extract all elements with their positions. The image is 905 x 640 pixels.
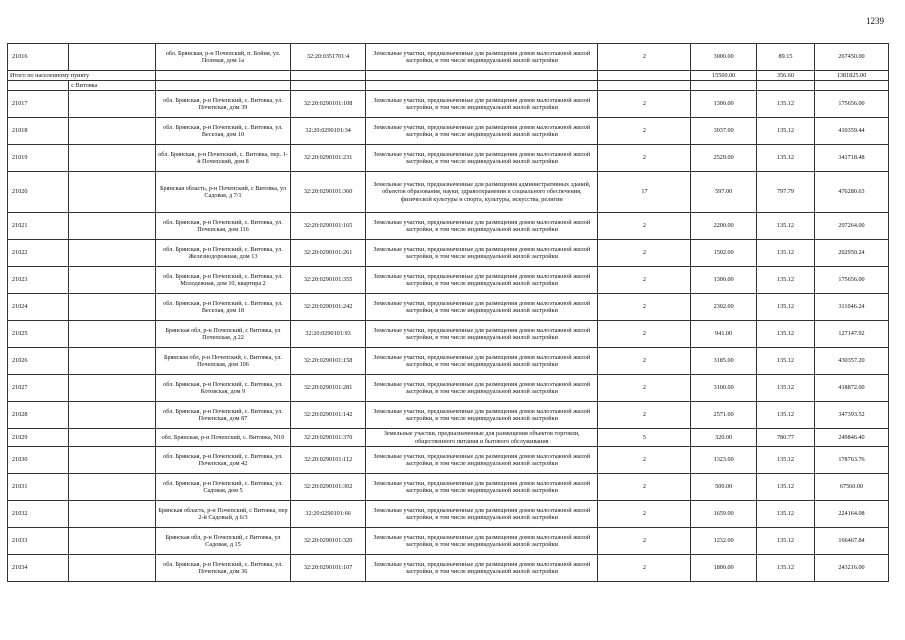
row-id: 21033 [8, 528, 69, 555]
row-purpose: Земельные участки, предназначенные для размещения домов малоэтажной жилой застройки, в том числе индивидуальной жилой застройки [366, 555, 598, 582]
row-area: 1502.00 [691, 240, 756, 267]
row-code: 2 [598, 118, 691, 145]
row-cadastral-number: 32:20:0290101:34 [291, 118, 366, 145]
row-value: 175656.00 [815, 267, 889, 294]
row-rate: 135.12 [756, 213, 814, 240]
row-purpose: Земельные участки, предназначенные для размещения объектов торговли, общественного питания и бытового обслуживания [366, 429, 598, 447]
row-value: 476280.63 [815, 172, 889, 213]
row-area: 2302.00 [691, 294, 756, 321]
row-locality [69, 375, 156, 402]
row-address: обл. Брянская, р-н Почепский, с. Витовка, ул. Веселая, дом 10 [155, 118, 290, 145]
row-area: 500.00 [691, 474, 756, 501]
row-locality [69, 429, 156, 447]
row-locality [69, 91, 156, 118]
row-rate: 135.12 [756, 267, 814, 294]
row-id: 21030 [8, 447, 69, 474]
row-locality [69, 213, 156, 240]
row-value: 297264.00 [815, 213, 889, 240]
row-code: 2 [598, 402, 691, 429]
row-locality [69, 145, 156, 172]
row-address: обл. Брянская, р-н Почепский, с. Витовка, ул. Садовая, дом 5 [155, 474, 290, 501]
row-code: 2 [598, 555, 691, 582]
row-value: 311046.24 [815, 294, 889, 321]
row-id: 21021 [8, 213, 69, 240]
table-row [8, 44, 889, 71]
table-row [8, 474, 889, 501]
row-purpose: Земельные участки, предназначенные для размещения домов малоэтажной жилой застройки, в том числе индивидуальной жилой застройки [366, 474, 598, 501]
row-cadastral-number: 32:20:0290101:107 [291, 555, 366, 582]
row-purpose: Земельные участки, предназначенные для размещения домов малоэтажной жилой застройки, в том числе индивидуальной жилой застройки [366, 348, 598, 375]
row-rate: 135.12 [756, 402, 814, 429]
row-locality [69, 321, 156, 348]
row-cadastral-number: 32:20:0290101:158 [291, 348, 366, 375]
table-row [8, 267, 889, 294]
row-locality [69, 348, 156, 375]
row-cadastral-number: 32:20:0290101:242 [291, 294, 366, 321]
total-value: 1381825.00 [815, 71, 889, 81]
row-area: 3037.00 [691, 118, 756, 145]
table-row [8, 294, 889, 321]
row-address: обл. Брянская, р-н Почепский, с. Витовка, ул. Почепская, дом 42 [155, 447, 290, 474]
row-id: 21025 [8, 321, 69, 348]
row-purpose: Земельные участки, предназначенные для размещения административных зданий, объектов образования, науки, здравоохранения и социального обеспечения, физической культуры и спорта, культуры, искусства, религии [366, 172, 598, 213]
row-area: 3000.00 [691, 44, 756, 71]
row-rate: 135.12 [756, 501, 814, 528]
row-cadastral-number: 32:20:0290101:355 [291, 267, 366, 294]
row-rate: 780.77 [756, 429, 814, 447]
row-area: 320.00 [691, 429, 756, 447]
row-id: 21027 [8, 375, 69, 402]
table-row [8, 321, 889, 348]
row-code: 2 [598, 91, 691, 118]
row-cadastral-number: 32:20:0290101:112 [291, 447, 366, 474]
locality-empty [598, 81, 691, 91]
row-area: 3100.00 [691, 375, 756, 402]
row-code: 2 [598, 474, 691, 501]
row-rate: 135.12 [756, 240, 814, 267]
row-address: Брянская область, р-н Почепский, с Витовка, пер 2-й Садовый, д 6/3 [155, 501, 290, 528]
row-rate: 135.12 [756, 348, 814, 375]
row-purpose: Земельные участки, предназначенные для размещения домов малоэтажной жилой застройки, в том числе индивидуальной жилой застройки [366, 118, 598, 145]
locality-empty [366, 81, 598, 91]
row-area: 3185.00 [691, 348, 756, 375]
row-purpose: Земельные участки, предназначенные для размещения домов малоэтажной жилой застройки, в том числе индивидуальной жилой застройки [366, 44, 598, 71]
table-row [8, 145, 889, 172]
table-row [8, 240, 889, 267]
row-cadastral-number: 32:20:0290101:302 [291, 474, 366, 501]
table-row [8, 447, 889, 474]
row-purpose: Земельные участки, предназначенные для размещения домов малоэтажной жилой застройки, в том числе индивидуальной жилой застройки [366, 447, 598, 474]
row-area: 1659.00 [691, 501, 756, 528]
row-id: 21026 [8, 348, 69, 375]
table-row [8, 375, 889, 402]
row-value: 178763.76 [815, 447, 889, 474]
row-value: 249846.40 [815, 429, 889, 447]
row-cadastral-number: 32:20:0290101:281 [291, 375, 366, 402]
row-purpose: Земельные участки, предназначенные для размещения домов малоэтажной жилой застройки, в том числе индивидуальной жилой застройки [366, 528, 598, 555]
row-cadastral-number: 32:20:0290101:142 [291, 402, 366, 429]
row-code: 2 [598, 447, 691, 474]
row-purpose: Земельные участки, предназначенные для размещения домов малоэтажной жилой застройки, в том числе индивидуальной жилой застройки [366, 145, 598, 172]
page-number: 1239 [866, 16, 884, 26]
row-address: обл. Брянская, р-н Почепский, с. Витовка, ул. Почепская, дом 116 [155, 213, 290, 240]
row-id: 21024 [8, 294, 69, 321]
row-code: 17 [598, 172, 691, 213]
row-value: 347393.52 [815, 402, 889, 429]
locality-empty [8, 81, 69, 91]
table-body [8, 44, 889, 582]
row-id: 21022 [8, 240, 69, 267]
total-rate: 356.60 [756, 71, 814, 81]
row-area: 1323.00 [691, 447, 756, 474]
row-purpose: Земельные участки, предназначенные для размещения домов малоэтажной жилой застройки, в том числе индивидуальной жилой застройки [366, 375, 598, 402]
row-cadastral-number: 32:20:0290101:108 [291, 91, 366, 118]
locality-empty [756, 81, 814, 91]
row-locality [69, 294, 156, 321]
row-value: 267450.00 [815, 44, 889, 71]
table-row [8, 555, 889, 582]
row-cadastral-number: 32:20:0290101:320 [291, 528, 366, 555]
row-purpose: Земельные участки, предназначенные для размещения домов малоэтажной жилой застройки, в том числе индивидуальной жилой застройки [366, 213, 598, 240]
row-id: 21028 [8, 402, 69, 429]
total-area: 15500.00 [691, 71, 756, 81]
row-code: 2 [598, 348, 691, 375]
row-address: обл. Брянская, р-н Почепский, с. Витовка, пер. 1-й Почепский, дом 8 [155, 145, 290, 172]
row-rate: 135.12 [756, 145, 814, 172]
row-rate: 135.12 [756, 447, 814, 474]
row-purpose: Земельные участки, предназначенные для размещения домов малоэтажной жилой застройки, в том числе индивидуальной жилой застройки [366, 267, 598, 294]
row-rate: 797.79 [756, 172, 814, 213]
table-row [8, 118, 889, 145]
row-area: 1800.00 [691, 555, 756, 582]
row-locality [69, 267, 156, 294]
row-area: 2571.00 [691, 402, 756, 429]
row-value: 127147.92 [815, 321, 889, 348]
total-empty [155, 71, 290, 81]
row-purpose: Земельные участки, предназначенные для размещения домов малоэтажной жилой застройки, в том числе индивидуальной жилой застройки [366, 294, 598, 321]
row-id: 21032 [8, 501, 69, 528]
total-empty [291, 71, 366, 81]
table-row [8, 429, 889, 447]
row-cadastral-number: 32:20:0290101:231 [291, 145, 366, 172]
row-address: Брянская обл, р-н Почепский, с Витовка, ул Садовая, д 15 [155, 528, 290, 555]
table-row [8, 172, 889, 213]
table-row [8, 528, 889, 555]
row-locality [69, 44, 156, 71]
row-code: 2 [598, 294, 691, 321]
row-value: 430357.20 [815, 348, 889, 375]
row-locality [69, 555, 156, 582]
locality-label: с Витовка [69, 81, 156, 91]
locality-row [8, 81, 889, 91]
locality-empty [155, 81, 290, 91]
row-cadastral-number: 32:20:0290101:360 [291, 172, 366, 213]
row-purpose: Земельные участки, предназначенные для размещения домов малоэтажной жилой застройки, в том числе индивидуальной жилой застройки [366, 321, 598, 348]
row-area: 1300.00 [691, 91, 756, 118]
row-value: 224164.08 [815, 501, 889, 528]
table-row [8, 501, 889, 528]
row-rate: 135.12 [756, 555, 814, 582]
cadastral-value-table [7, 43, 889, 582]
row-cadastral-number: 32:20:0290101:66 [291, 501, 366, 528]
row-address: обл. Брянская, р-н Почепский, с. Витовка, ул. Почепская, дом 39 [155, 91, 290, 118]
locality-empty [691, 81, 756, 91]
row-id: 21019 [8, 145, 69, 172]
row-id: 21018 [8, 118, 69, 145]
table-row [8, 348, 889, 375]
row-area: 597.00 [691, 172, 756, 213]
row-id: 21016 [8, 44, 69, 71]
row-code: 2 [598, 528, 691, 555]
row-value: 341718.48 [815, 145, 889, 172]
row-purpose: Земельные участки, предназначенные для размещения домов малоэтажной жилой застройки, в том числе индивидуальной жилой застройки [366, 240, 598, 267]
row-locality [69, 118, 156, 145]
row-code: 2 [598, 213, 691, 240]
row-rate: 135.12 [756, 528, 814, 555]
row-value: 202950.24 [815, 240, 889, 267]
row-value: 243216.00 [815, 555, 889, 582]
table-row [8, 402, 889, 429]
row-locality [69, 240, 156, 267]
row-locality [69, 172, 156, 213]
total-row [8, 71, 889, 81]
row-rate: 89.15 [756, 44, 814, 71]
row-rate: 135.12 [756, 474, 814, 501]
row-address: обл. Брянская, р-н Почепский, с. Витовка, N10 [155, 429, 290, 447]
row-value: 166467.84 [815, 528, 889, 555]
row-value: 410359.44 [815, 118, 889, 145]
row-locality [69, 402, 156, 429]
row-cadastral-number: 32:20:0351701:4 [291, 44, 366, 71]
row-area: 1300.00 [691, 267, 756, 294]
row-address: обл. Брянская, р-н Почепский, с. Витовка, ул. Веселая, дом 18 [155, 294, 290, 321]
locality-empty [291, 81, 366, 91]
row-code: 2 [598, 321, 691, 348]
row-id: 21034 [8, 555, 69, 582]
row-locality [69, 528, 156, 555]
row-code: 2 [598, 501, 691, 528]
row-address: обл. Брянская, р-н Почепский, с. Витовка, ул. Почепская, дом 87 [155, 402, 290, 429]
row-rate: 135.12 [756, 375, 814, 402]
row-cadastral-number: 32:20:0290101:261 [291, 240, 366, 267]
row-area: 2529.00 [691, 145, 756, 172]
row-code: 2 [598, 240, 691, 267]
table-row [8, 91, 889, 118]
row-rate: 135.12 [756, 294, 814, 321]
row-code: 2 [598, 44, 691, 71]
row-code: 2 [598, 375, 691, 402]
row-cadastral-number: 32:20:0290101:370 [291, 429, 366, 447]
row-address: обл. Брянская, р-н Почепский, с. Витовка, ул. Молодежная, дом 10, квартира 2 [155, 267, 290, 294]
row-value: 67560.00 [815, 474, 889, 501]
row-id: 21020 [8, 172, 69, 213]
row-rate: 135.12 [756, 321, 814, 348]
total-empty [366, 71, 598, 81]
row-address: Брянская область, р-н Почепский, с Витовка, ул Садовая, д 7/1 [155, 172, 290, 213]
row-code: 2 [598, 267, 691, 294]
row-code: 5 [598, 429, 691, 447]
row-area: 2200.00 [691, 213, 756, 240]
row-rate: 135.12 [756, 91, 814, 118]
row-value: 175656.00 [815, 91, 889, 118]
row-id: 21031 [8, 474, 69, 501]
row-value: 418872.00 [815, 375, 889, 402]
row-id: 21029 [8, 429, 69, 447]
row-area: 1232.00 [691, 528, 756, 555]
row-purpose: Земельные участки, предназначенные для размещения домов малоэтажной жилой застройки, в том числе индивидуальной жилой застройки [366, 91, 598, 118]
row-address: обл. Брянская, р-н Почепский, с. Витовка, ул. Котовская, дом 9 [155, 375, 290, 402]
row-purpose: Земельные участки, предназначенные для размещения домов малоэтажной жилой застройки, в том числе индивидуальной жилой застройки [366, 501, 598, 528]
row-code: 2 [598, 145, 691, 172]
row-address: обл. Брянская, р-н Почепский, с. Витовка, ул. Железнодорожная, дом 13 [155, 240, 290, 267]
total-label: Итого по населенному пункту [8, 71, 156, 81]
table-row [8, 213, 889, 240]
total-empty [598, 71, 691, 81]
row-address: Брянская обл, р-н Почепский, с Витовка, ул Почепская, д 22 [155, 321, 290, 348]
row-locality [69, 501, 156, 528]
row-purpose: Земельные участки, предназначенные для размещения домов малоэтажной жилой застройки, в том числе индивидуальной жилой застройки [366, 402, 598, 429]
row-address: обл. Брянская, р-н Почепский, п. Бойня, ул. Полевая, дом 1а [155, 44, 290, 71]
row-rate: 135.12 [756, 118, 814, 145]
row-locality [69, 474, 156, 501]
row-cadastral-number: 32:20:0290101:165 [291, 213, 366, 240]
row-cadastral-number: 32:20:0290101:93 [291, 321, 366, 348]
row-id: 21023 [8, 267, 69, 294]
row-id: 21017 [8, 91, 69, 118]
row-address: обл. Брянская, р-н Почепский, с. Витовка, ул. Почепская, дом 36 [155, 555, 290, 582]
row-locality [69, 447, 156, 474]
row-address: Брянская обл, р-н Почепский, с. Витовка, ул. Почепская, дом 106 [155, 348, 290, 375]
locality-empty [815, 81, 889, 91]
row-area: 941.00 [691, 321, 756, 348]
